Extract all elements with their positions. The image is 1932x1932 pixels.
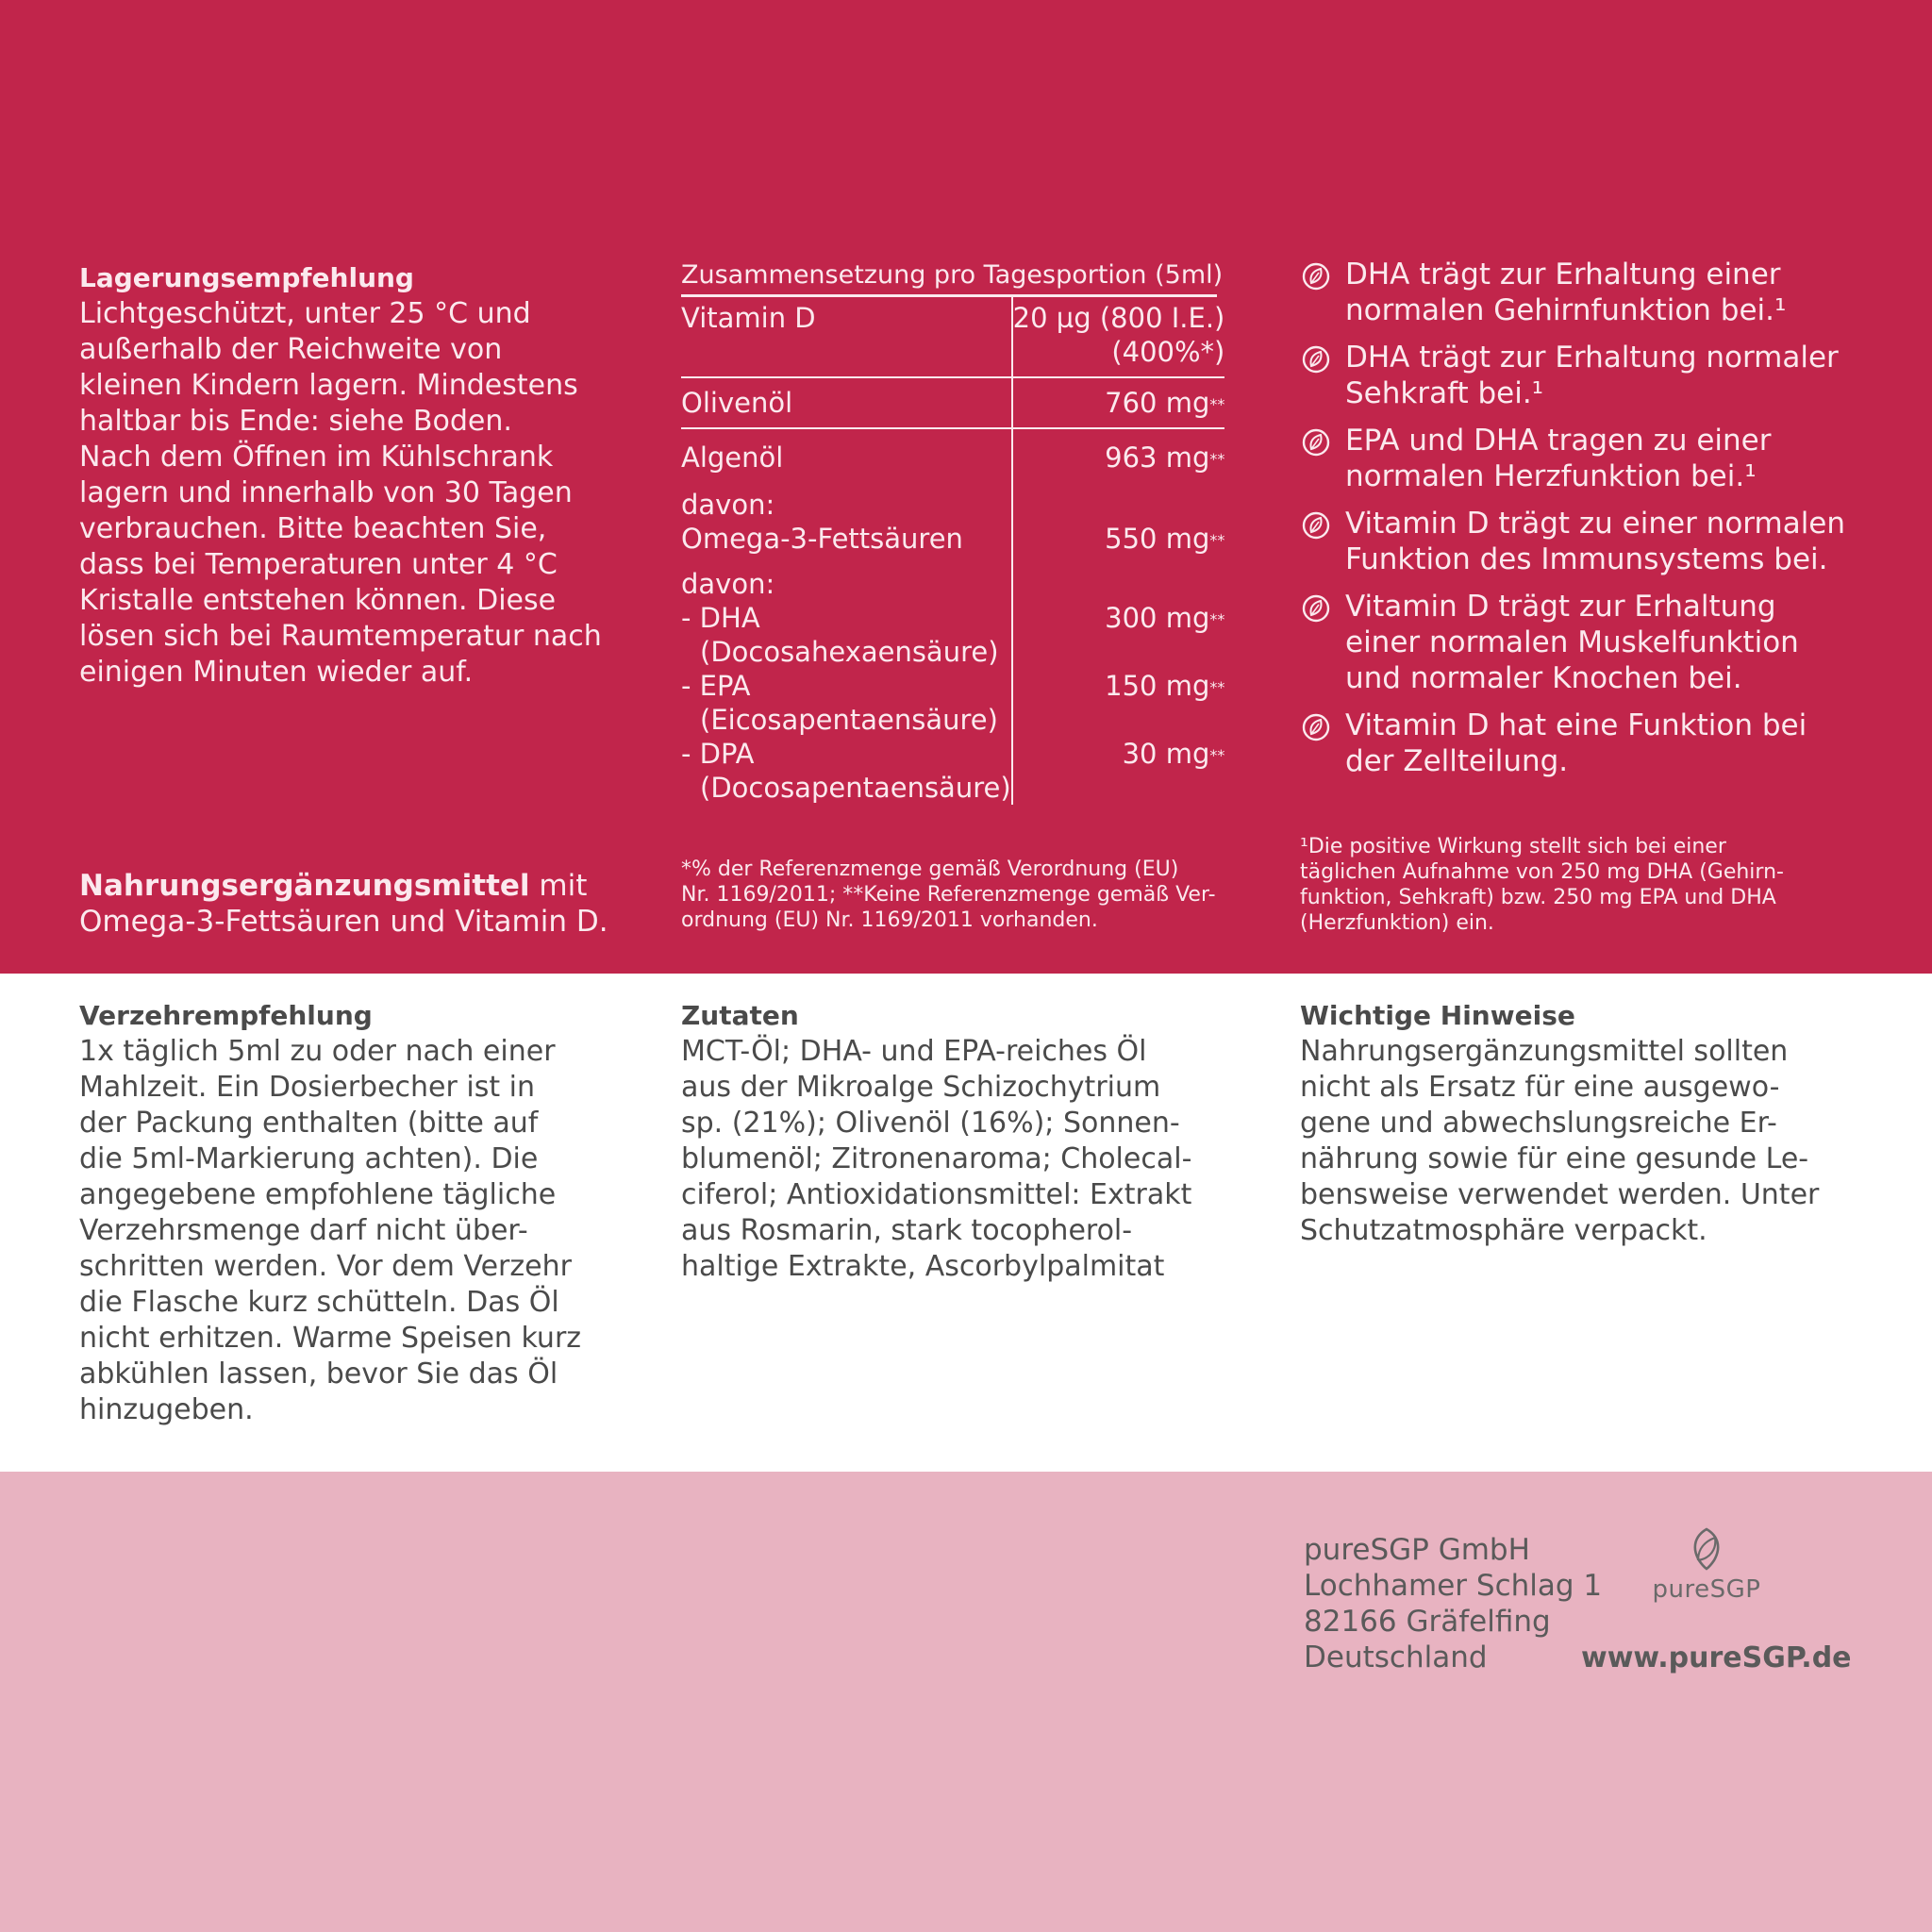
nutrition-row-vitamin-d: Vitamin D 20 µg (800 I.E.) (400%*) xyxy=(681,297,1224,377)
claims-footnote: ¹Die positive Wirkung stellt sich bei einer täglichen Aufnahme von 250 mg DHA (Gehirn- funktion, Sehkraft) bzw. 250 mg EPA und DHA (Herzfunktion) ein. xyxy=(1300,835,1784,935)
leaf-icon xyxy=(1302,511,1330,540)
nutrition-row-algae-oil: Algenöl 963 mg** xyxy=(681,428,1224,488)
ingredients-section xyxy=(681,998,1191,1285)
storage-text: Lichtgeschützt, unter 25 °C und außerhalb der Reichweite von kleinen Kindern lagern. Mindestens haltbar bis Ende: siehe Boden. Nach dem Öffnen im Kühlschrank lagern und innerhalb von 30 Tagen verbrauchen. Bitte beachten Sie, dass bei Temperaturen unter 4 °C Kristalle entstehen können. Diese lösen sich bei Raumtemperatur nach einigen Minuten wieder auf. xyxy=(79,297,602,689)
storage-heading: Lagerungsempfehlung xyxy=(79,262,414,293)
leaf-icon xyxy=(1302,262,1330,291)
nutrition-row-omega3: davon: Omega-3-Fettsäuren 550 mg** xyxy=(681,488,1224,567)
ingredients-text: MCT-Öl; DHA- und EPA-reiches Öl aus der Mikroalge Schizochytrium sp. (21%); Olivenöl (16%); Sonnen- blumenöl; Zitronenaroma; Cholecal- ciferol; Antioxidationsmittel: Extrakt aus Rosmarin, stark tocopherol- haltige Extrakte, Ascorbylpalmitat xyxy=(681,1035,1192,1283)
claim-item: Vitamin D trägt zur Erhaltung einer normalen Muskelfunktion und normaler Knochen bei. xyxy=(1300,589,1885,696)
usage-section xyxy=(79,998,581,1428)
nutrition-caption: Zusammensetzung pro Tagesportion (5ml) xyxy=(681,260,1224,290)
middle-band xyxy=(0,974,1932,1472)
nutrition-table xyxy=(681,257,1225,805)
nutrition-footnote: *% der Referenzmenge gemäß Verordnung (EU) Nr. 1169/2011; **Keine Referenzmenge gemäß Ver- ordnung (EU) Nr. 1169/2011 vorhanden. xyxy=(681,858,1216,932)
product-description: Nahrungsergänzungsmittel mit Omega-3-Fettsäuren und Vitamin D. xyxy=(79,869,608,939)
storage-section xyxy=(79,260,602,691)
usage-text: 1x täglich 5ml zu oder nach einer Mahlzeit. Ein Dosierbecher ist in der Packung enthalten (bitte auf die 5ml-Markierung achten). Die angegebene empfohlene tägliche Verzehrsmenge darf nicht über- schritten werden. Vor dem Verzehr die Flasche kurz schütteln. Das Öl nicht erhitzen. Warme Speisen kurz abkühlen lassen, bevor Sie das Öl hinzugeben. xyxy=(79,1035,582,1426)
company-address: pureSGP GmbH Lochhamer Schlag 1 82166 Gräfelfing Deutschland xyxy=(1304,1533,1603,1674)
logo-text: pureSGP xyxy=(1652,1575,1761,1604)
leaf-icon xyxy=(1302,428,1330,457)
leaf-icon xyxy=(1302,594,1330,623)
nutrition-row-dpa: - DPA (Docosapentaensäure) 30 mg** xyxy=(681,738,1225,804)
product-name: Nahrungsergänzungsmittel xyxy=(79,869,530,903)
notes-text: Nahrungsergänzungsmittel sollten nicht als Ersatz für eine ausgewo- gene und abwechslungsreiche Er- nährung sowie für eine gesunde Le- bensweise verwendet werden. Unter Schutzatmosphäre verpackt. xyxy=(1300,1035,1820,1247)
bottom-band xyxy=(0,1472,1932,1932)
leaf-icon xyxy=(1302,713,1330,741)
claim-item: Vitamin D trägt zu einer normalen Funktion des Immunsystems bei. xyxy=(1300,506,1885,577)
health-claims xyxy=(1300,257,1885,791)
nutrition-row-epa: - EPA (Eicosapentaensäure) 150 mg** xyxy=(681,670,1225,736)
claim-item: EPA und DHA tragen zu einer normalen Herzfunktion bei.¹ xyxy=(1300,423,1885,494)
notes-heading: Wichtige Hinweise xyxy=(1300,1000,1575,1031)
nutrition-row-dha: davon: - DHA (Docosahexaensäure) 300 mg** xyxy=(681,568,1225,668)
leaf-logo-icon xyxy=(1686,1526,1727,1572)
product-subline: Omega-3-Fettsäuren und Vitamin D. xyxy=(79,905,608,939)
leaf-icon xyxy=(1302,345,1330,374)
claim-item: DHA trägt zur Erhaltung normaler Sehkraft bei.¹ xyxy=(1300,340,1885,411)
usage-heading: Verzehrempfehlung xyxy=(79,1000,373,1031)
claim-item: DHA trägt zur Erhaltung einer normalen Gehirnfunktion bei.¹ xyxy=(1300,257,1885,328)
website-link[interactable]: www.pureSGP.de xyxy=(1581,1641,1852,1674)
brand-logo xyxy=(1645,1526,1768,1604)
claim-item: Vitamin D hat eine Funktion bei der Zellteilung. xyxy=(1300,708,1885,779)
nutrition-row-olive-oil: Olivenöl 760 mg** xyxy=(681,377,1224,428)
notes-section xyxy=(1300,998,1819,1249)
ingredients-heading: Zutaten xyxy=(681,1000,799,1031)
